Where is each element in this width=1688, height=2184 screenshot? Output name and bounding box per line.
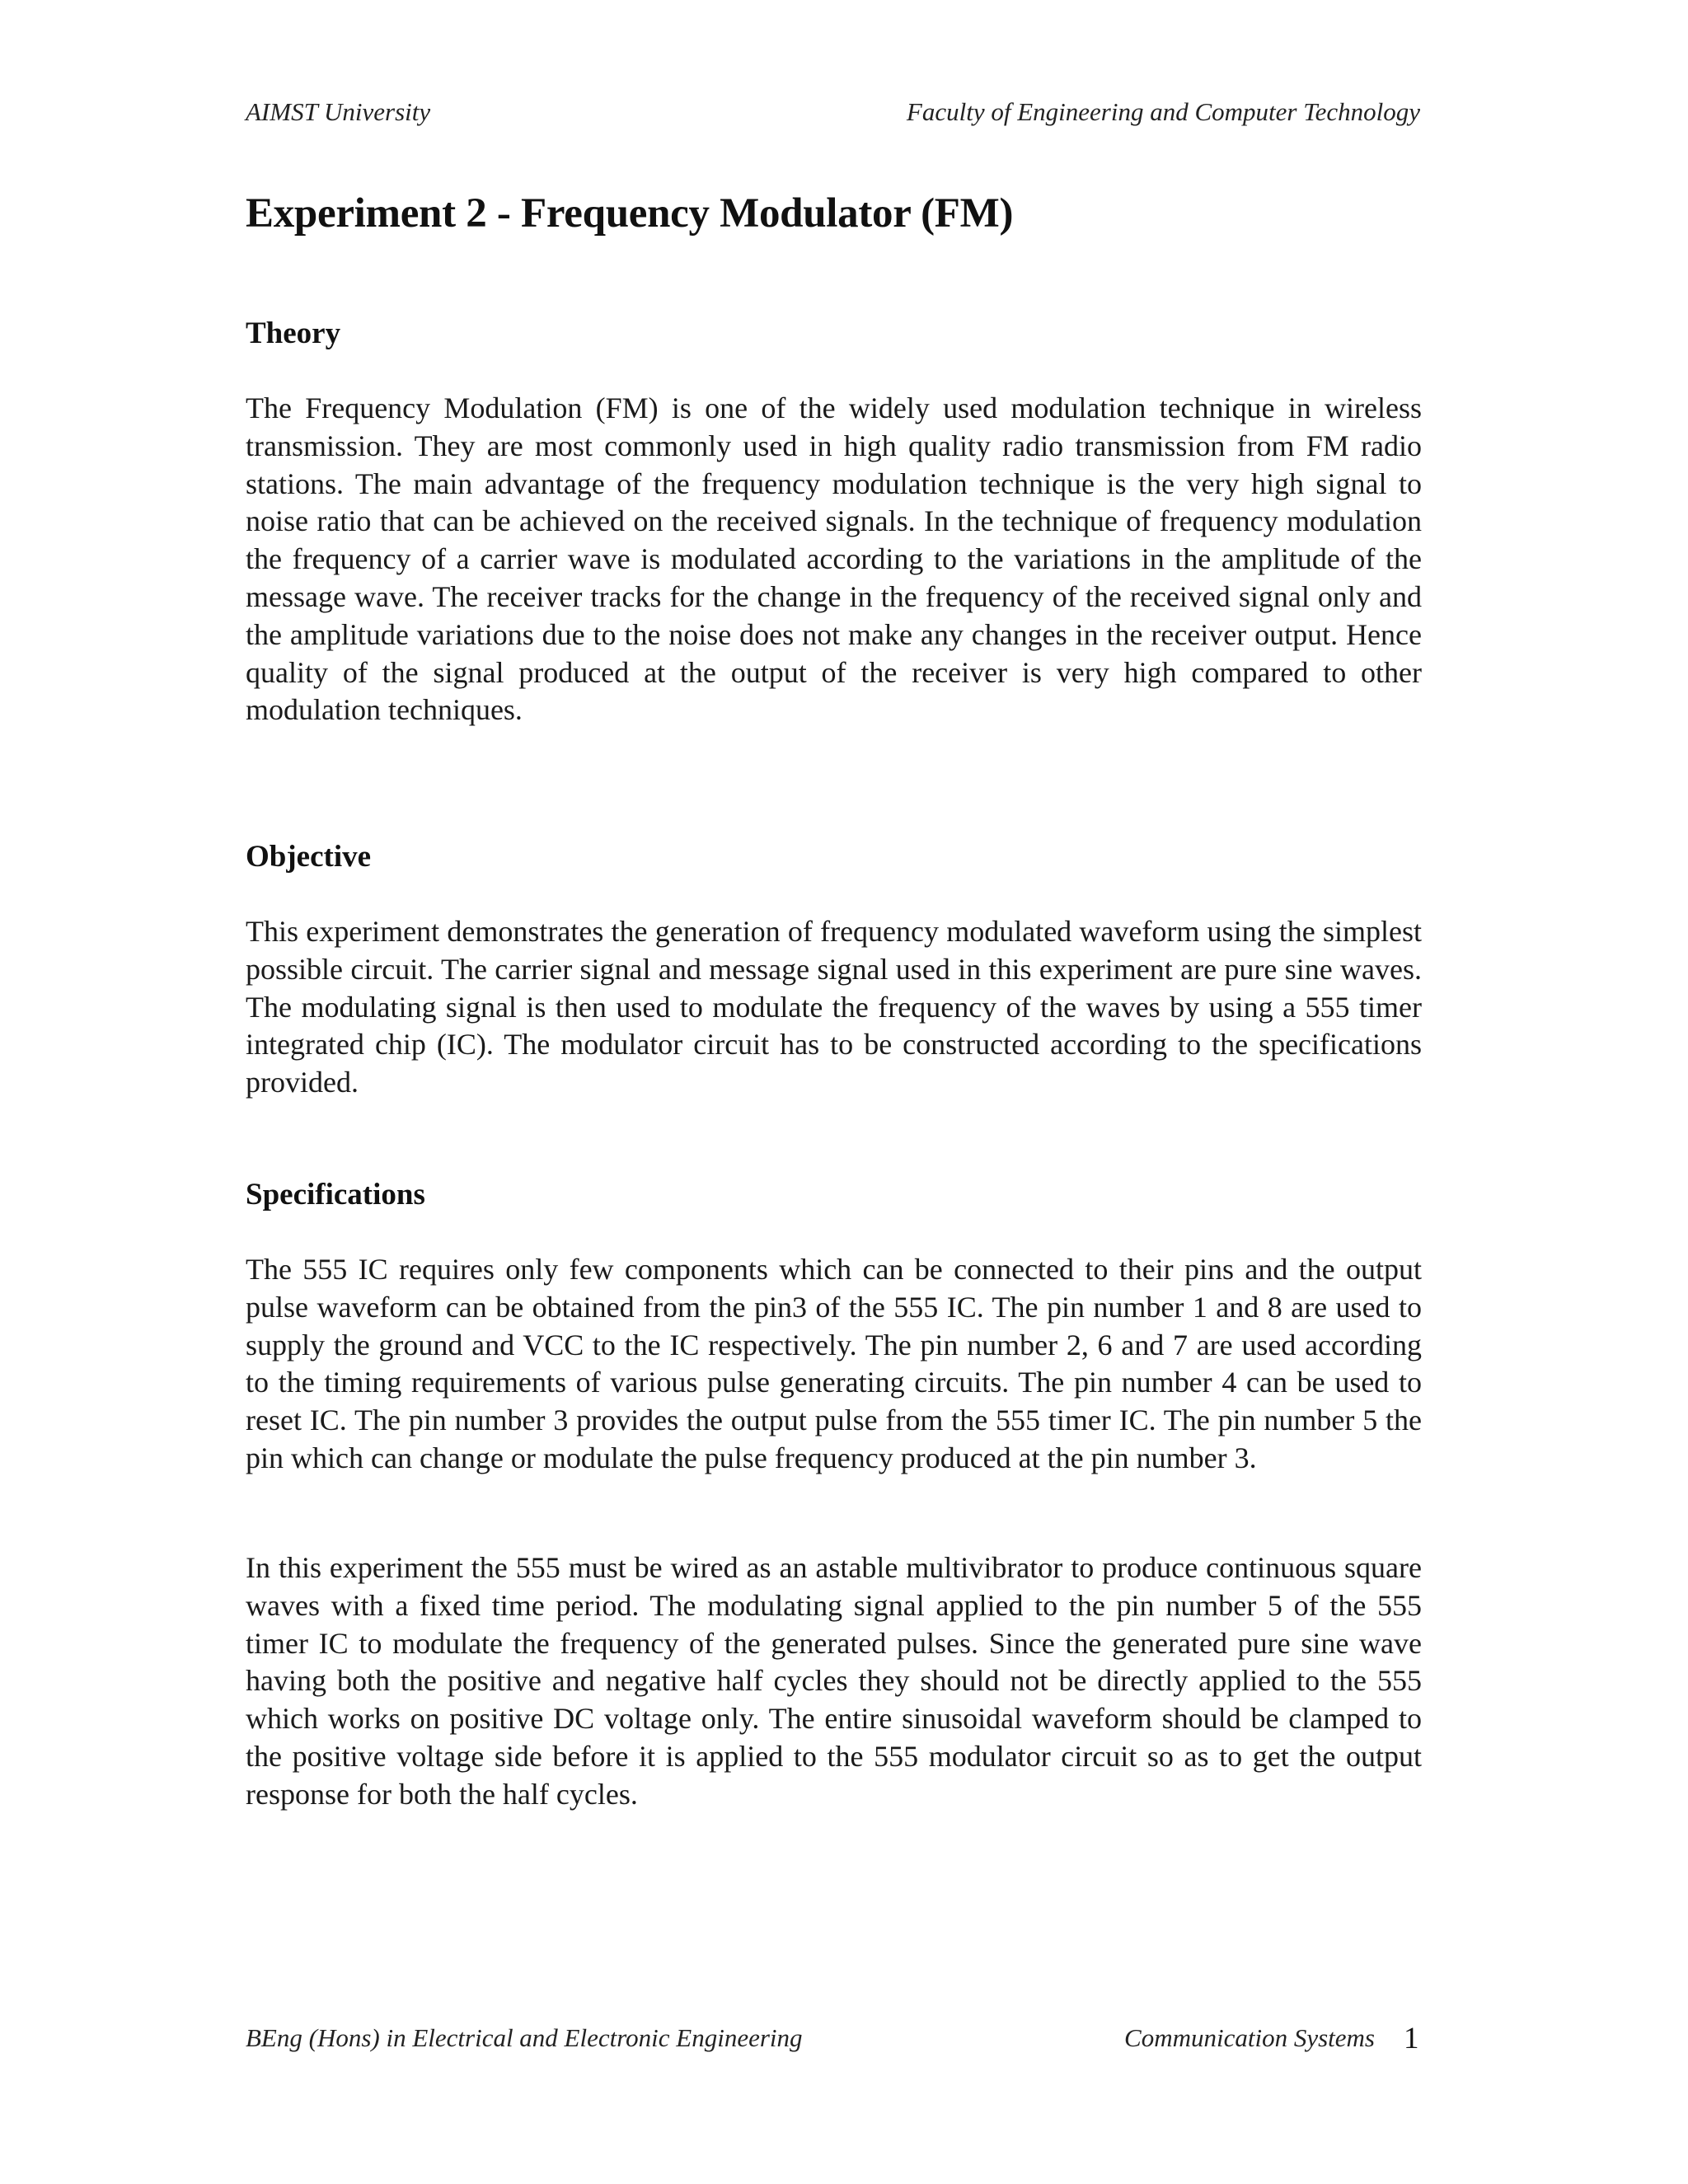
page-title: Experiment 2 - Frequency Modulator (FM) (246, 190, 1014, 237)
specifications-paragraph-1: The 555 IC requires only few components which can be connected to their pins and the output pulse waveform can be obtained from the pin3 of the 555 IC. The pin number 1 and 8 are used to supply the ground and VCC to the IC respectively. The pin number 2, 6 and 7 are used according to the timing requirements of various pulse generating circuits. The pin number 4 can be used to reset IC. The pin number 3 provides the output pulse from the 555 timer IC. The pin number 5 the pin which can change or modulate the pulse frequency produced at the pin number 3. (246, 1253, 1422, 1474)
header-institution: AIMST University (246, 97, 431, 126)
specifications-heading: Specifications (246, 1178, 425, 1212)
objective-paragraph: This experiment demonstrates the generation of frequency modulated waveform using the simplest possible circuit. The carrier signal and message signal used in this experiment are pure sine waves. The modulating signal is then used to modulate the frequency of the waves by using a 555 timer integrated chip (IC). The modulator circuit has to be constructed according to the specifications provided. (246, 915, 1422, 1099)
theory-paragraph: The Frequency Modulation (FM) is one of the widely used modulation technique in wireless transmission. They are most commonly used in high quality radio transmission from FM radio stations. The main advantage of the frequency modulation technique is the very high signal to noise ratio that can be achieved on the received signals. In the technique of frequency modulation the frequency of a carrier wave is modulated according to the variations in the amplitude of the message wave. The receiver tracks for the change in the frequency of the received signal only and the amplitude variations due to the noise does not make any changes in the receiver output. Hence quality of the signal produced at the output of the receiver is very high compared to other modulation techniques. (246, 391, 1422, 727)
page-number: 1 (1404, 2022, 1419, 2055)
running-header (246, 97, 1420, 127)
specifications-paragraph-2: In this experiment the 555 must be wired as an astable multivibrator to produce continuous square waves with a fixed time period. The modulating signal applied to the pin number 5 of the 555 timer IC to modulate the frequency of the generated pulses. Since the generated pure sine wave having both the positive and negative half cycles they should not be directly applied to the 555 which works on positive DC voltage only. The entire sinusoidal waveform should be clamped to the positive voltage side before it is applied to the 555 modulator circuit so as to get the output response for both the half cycles. (246, 1551, 1422, 1811)
objective-heading: Objective (246, 840, 372, 874)
header-faculty: Faculty of Engineering and Computer Technology (906, 97, 1420, 126)
footer-programme: BEng (Hons) in Electrical and Electronic Engineering (246, 2023, 803, 2052)
theory-heading: Theory (246, 316, 341, 350)
footer-course: Communication Systems (1124, 2023, 1375, 2052)
